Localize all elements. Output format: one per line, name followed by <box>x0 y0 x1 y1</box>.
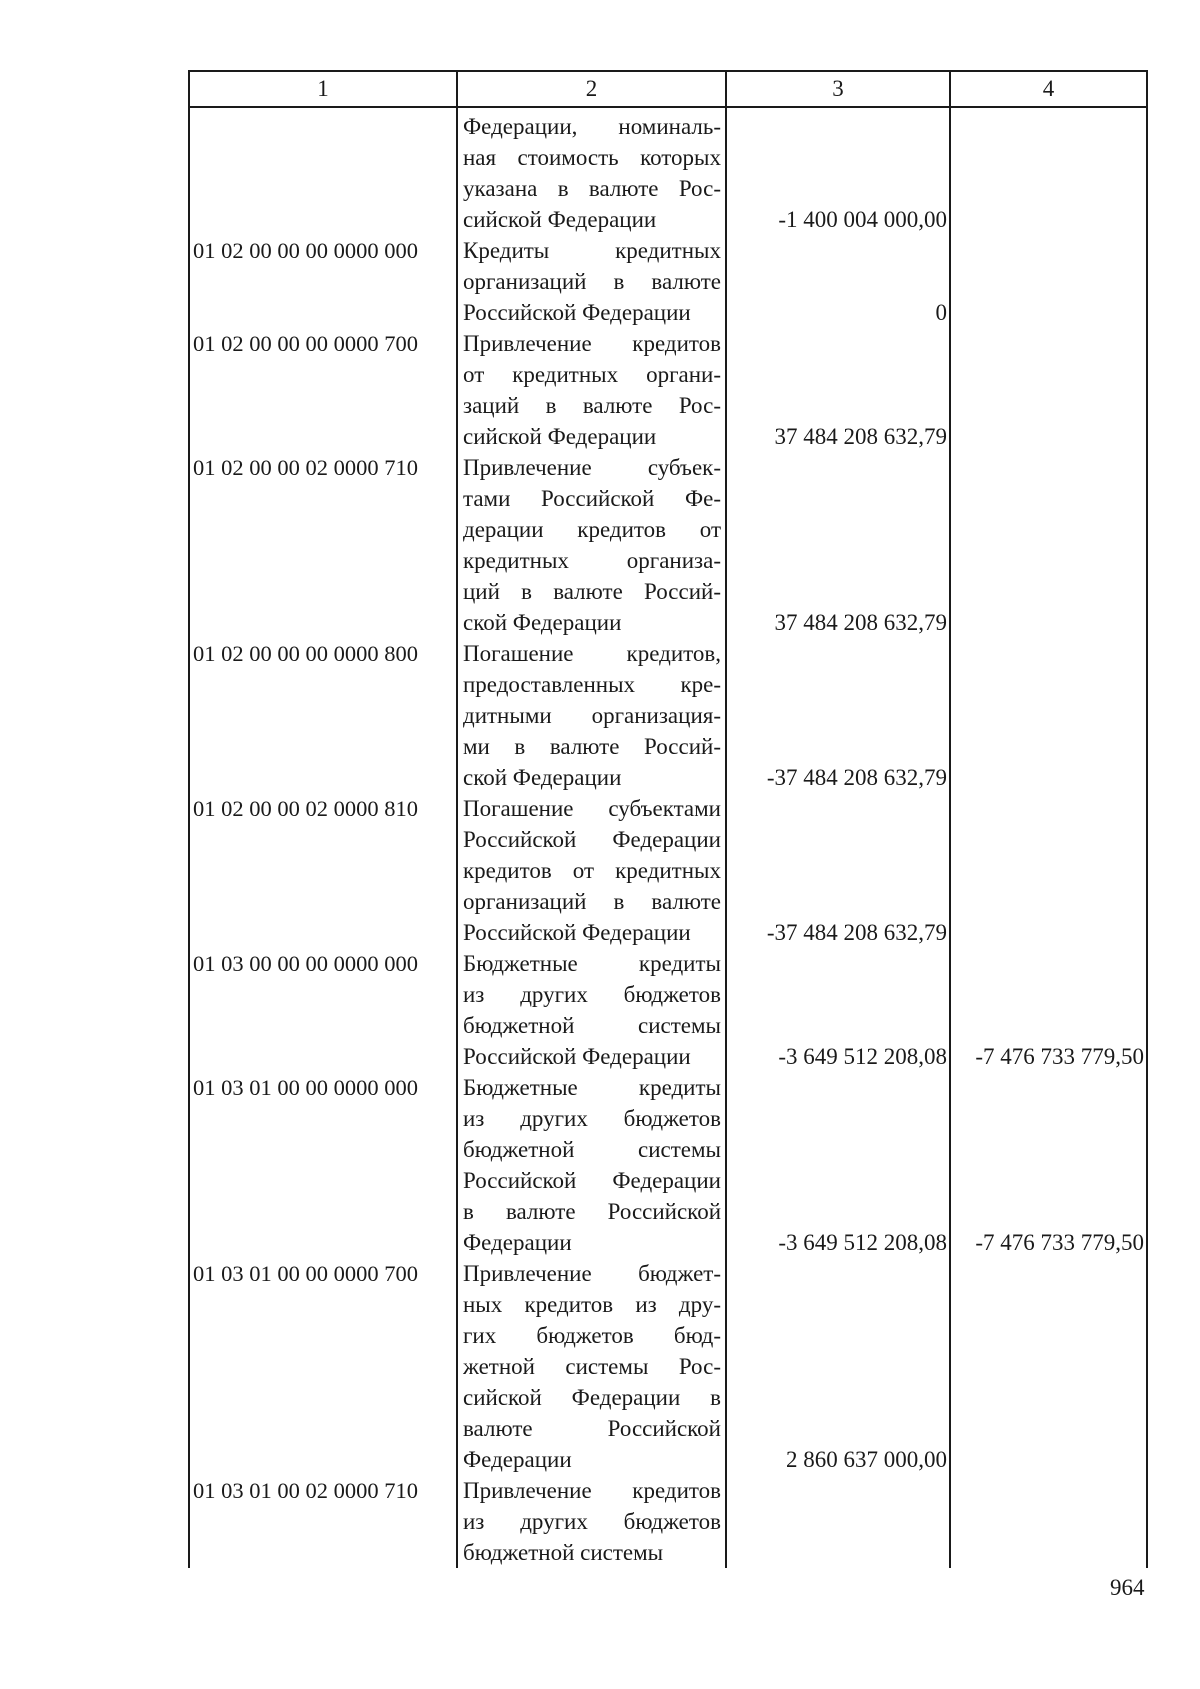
table-row <box>189 1072 1147 1258</box>
row-name-line: Федерации <box>463 1230 572 1255</box>
row-name <box>457 328 726 452</box>
row-name-line: бюджетной системы <box>463 1013 721 1038</box>
row-name-line: Бюджетные кредиты <box>463 1075 721 1100</box>
table-row <box>189 235 1147 328</box>
row-name-line: ской Федерации <box>463 765 622 790</box>
row-name-line: ми в валюте Россий- <box>463 734 721 759</box>
row-name-line: Российской Федерации <box>463 920 691 945</box>
row-code: 01 03 01 00 00 0000 700 <box>189 1258 457 1475</box>
row-name-line: Российской Федерации <box>463 827 721 852</box>
row-name-line: заций в валюте Рос- <box>463 393 721 418</box>
row-value-col-4 <box>950 452 1147 638</box>
row-name-line: указана в валюте Рос- <box>463 176 721 201</box>
row-name-line: кредитов от кредитных <box>463 858 721 883</box>
row-name <box>457 638 726 793</box>
page-number: 964 <box>1110 1575 1145 1600</box>
row-name <box>457 235 726 328</box>
row-name-line: организаций в валюте <box>463 889 721 914</box>
row-name-line: ная стоимость которых <box>463 145 721 170</box>
table-row <box>189 948 1147 1072</box>
row-value-col-3: -3 649 512 208,08 <box>726 1072 950 1258</box>
row-name-line: дитными организация- <box>463 703 721 728</box>
header-col-3: 3 <box>726 71 950 107</box>
row-value-col-3: 0 <box>726 235 950 328</box>
row-name-line: Погашение кредитов, <box>463 641 721 666</box>
row-code: 01 03 01 00 00 0000 000 <box>189 1072 457 1258</box>
row-value-col-3 <box>726 1475 950 1568</box>
row-name-line: Привлечение субъек- <box>463 455 721 480</box>
row-name-line: организаций в валюте <box>463 269 721 294</box>
row-name-line: Привлечение кредитов <box>463 331 721 356</box>
row-value-col-4: -7 476 733 779,50 <box>950 1072 1147 1258</box>
row-name-line: Привлечение кредитов <box>463 1478 721 1503</box>
table-row <box>189 1258 1147 1475</box>
row-name-line: ций в валюте Россий- <box>463 579 721 604</box>
row-name-line: бюджетной системы <box>463 1137 721 1162</box>
row-value-col-3: -3 649 512 208,08 <box>726 948 950 1072</box>
row-name-line: дерации кредитов от <box>463 517 721 542</box>
table-row <box>189 1475 1147 1568</box>
row-code: 01 03 00 00 00 0000 000 <box>189 948 457 1072</box>
row-name-line: из других бюджетов <box>463 982 721 1007</box>
row-name-line: из других бюджетов <box>463 1106 721 1131</box>
table-row <box>189 452 1147 638</box>
row-name-line: Российской Федерации <box>463 300 691 325</box>
row-value-col-4 <box>950 1258 1147 1475</box>
row-value-col-3: 37 484 208 632,79 <box>726 328 950 452</box>
budget-sources-table <box>188 70 1148 1568</box>
row-name-line: предоставленных кре- <box>463 672 721 697</box>
row-name-line: от кредитных органи- <box>463 362 721 387</box>
row-name-line: Федерации, номиналь- <box>463 114 721 139</box>
row-name-line: Российской Федерации <box>463 1168 721 1193</box>
row-value-col-3: -37 484 208 632,79 <box>726 638 950 793</box>
row-name-line: валюте Российской <box>463 1416 721 1441</box>
row-name <box>457 1072 726 1258</box>
row-value-col-4: -7 476 733 779,50 <box>950 948 1147 1072</box>
row-name-line: Бюджетные кредиты <box>463 951 721 976</box>
row-code <box>189 107 457 235</box>
row-name-line: сийской Федерации <box>463 207 657 232</box>
row-code: 01 02 00 00 00 0000 700 <box>189 328 457 452</box>
row-name-line: Кредиты кредитных <box>463 238 721 263</box>
row-name-line: ных кредитов из дру- <box>463 1292 721 1317</box>
row-value-col-3: -1 400 004 000,00 <box>726 107 950 235</box>
row-name-line: ской Федерации <box>463 610 622 635</box>
row-name-line: жетной системы Рос- <box>463 1354 721 1379</box>
row-value-col-4 <box>950 793 1147 948</box>
header-row <box>189 71 1147 107</box>
row-name-line: Привлечение бюджет- <box>463 1261 721 1286</box>
row-name-line: гих бюджетов бюд- <box>463 1323 721 1348</box>
table-body <box>189 107 1147 1568</box>
row-code: 01 02 00 00 02 0000 710 <box>189 452 457 638</box>
row-name-line: тами Российской Фе- <box>463 486 721 511</box>
row-value-col-3: -37 484 208 632,79 <box>726 793 950 948</box>
row-value-col-4 <box>950 107 1147 235</box>
table-row <box>189 328 1147 452</box>
row-value-col-3: 2 860 637 000,00 <box>726 1258 950 1475</box>
row-code: 01 02 00 00 02 0000 810 <box>189 793 457 948</box>
row-name <box>457 452 726 638</box>
header-col-1: 1 <box>189 71 457 107</box>
row-code: 01 03 01 00 02 0000 710 <box>189 1475 457 1568</box>
row-value-col-4 <box>950 1475 1147 1568</box>
header-col-4: 4 <box>950 71 1147 107</box>
row-name <box>457 1475 726 1568</box>
row-code: 01 02 00 00 00 0000 800 <box>189 638 457 793</box>
table-row <box>189 638 1147 793</box>
row-name-line: Федерации <box>463 1447 572 1472</box>
row-value-col-3: 37 484 208 632,79 <box>726 452 950 638</box>
row-name <box>457 948 726 1072</box>
table-row <box>189 107 1147 235</box>
row-name <box>457 107 726 235</box>
row-value-col-4 <box>950 235 1147 328</box>
row-name-line: сийской Федерации в <box>463 1385 721 1410</box>
row-value-col-4 <box>950 638 1147 793</box>
row-name-line: Российской Федерации <box>463 1044 691 1069</box>
row-name-line: сийской Федерации <box>463 424 657 449</box>
row-name-line: из других бюджетов <box>463 1509 721 1534</box>
row-name <box>457 793 726 948</box>
row-name-line: Погашение субъектами <box>463 796 721 821</box>
row-value-col-4 <box>950 328 1147 452</box>
table-row <box>189 793 1147 948</box>
header-col-2: 2 <box>457 71 726 107</box>
row-name-line: кредитных организа- <box>463 548 721 573</box>
row-name-line: в валюте Российской <box>463 1199 721 1224</box>
row-name-line: бюджетной системы <box>463 1540 664 1565</box>
row-name <box>457 1258 726 1475</box>
row-code: 01 02 00 00 00 0000 000 <box>189 235 457 328</box>
